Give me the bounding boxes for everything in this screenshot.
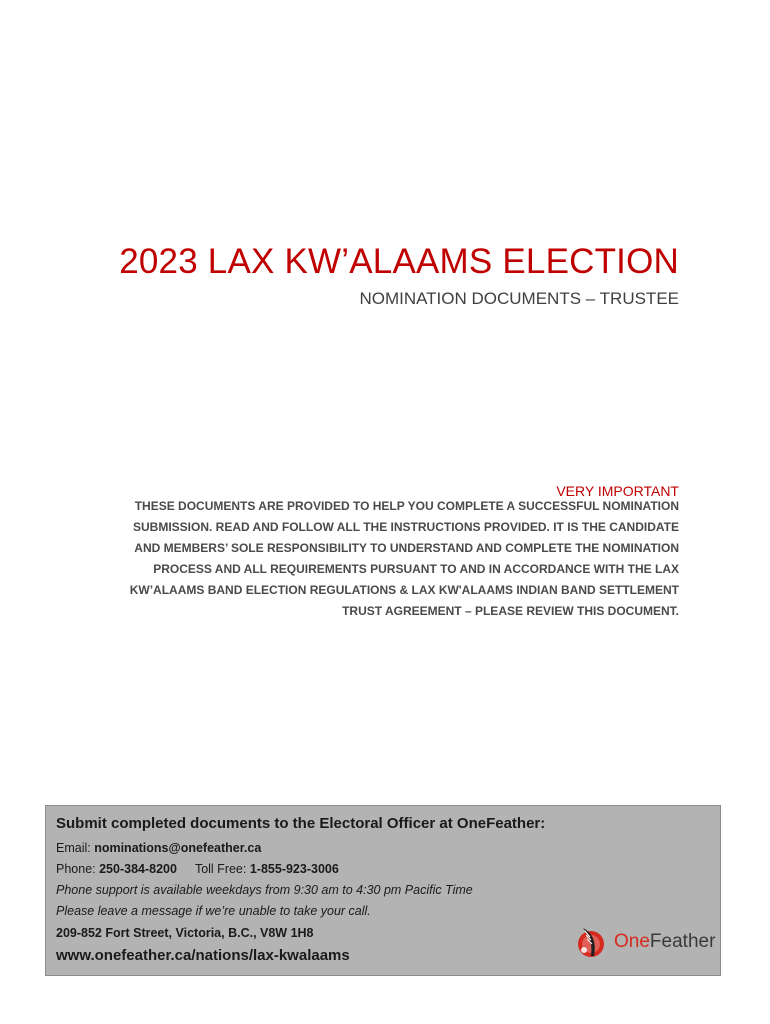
- important-line: TRUST AGREEMENT – PLEASE REVIEW THIS DOCUMENT.: [342, 604, 679, 618]
- email-label: Email:: [56, 841, 95, 855]
- document-subtitle: NOMINATION DOCUMENTS – TRUSTEE: [359, 289, 679, 308]
- important-line: KW’ALAAMS BAND ELECTION REGULATIONS & LAX KW'ALAAMS INDIAN BAND SETTLEMENT: [129, 583, 679, 597]
- submit-info-box: [45, 805, 721, 976]
- important-heading: VERY IMPORTANT: [556, 483, 679, 499]
- important-line: SUBMISSION. READ AND FOLLOW ALL THE INSTRUCTIONS PROVIDED. IT IS THE CANDIDATE: [132, 520, 679, 534]
- important-line: AND MEMBERS’ SOLE RESPONSIBILITY TO UNDERSTAND AND COMPLETE THE NOMINATION: [134, 541, 679, 555]
- support-hours: Phone support is available weekdays from 9:30 am to 4:30 pm Pacific Time: [56, 883, 473, 897]
- phone-number[interactable]: 250-384-8200: [99, 862, 177, 876]
- important-notice: [80, 496, 679, 622]
- onefeather-logo: [574, 925, 714, 959]
- email-line: [56, 841, 261, 855]
- submit-heading: Submit completed documents to the Electoral Officer at OneFeather:: [56, 815, 546, 832]
- important-line: THESE DOCUMENTS ARE PROVIDED TO HELP YOU COMPLETE A SUCCESSFUL NOMINATION: [134, 499, 679, 513]
- email-link[interactable]: nominations@onefeather.ca: [94, 841, 262, 855]
- tollfree-label: Toll Free:: [194, 862, 250, 876]
- document-title: 2023 LAX KW’ALAAMS ELECTION: [119, 242, 679, 281]
- phone-line: [56, 862, 339, 876]
- website-link[interactable]: www.onefeather.ca/nations/lax-kwalaams: [56, 947, 350, 964]
- feather-logo-icon: [574, 925, 608, 959]
- phone-label: Phone:: [56, 862, 100, 876]
- message-note: Please leave a message if we’re unable to take your call.: [56, 904, 371, 918]
- tollfree-number[interactable]: 1-855-923-3006: [249, 862, 339, 876]
- logo-wordmark: OneFeather: [614, 931, 716, 952]
- important-line: PROCESS AND ALL REQUIREMENTS PURSUANT TO AND IN ACCORDANCE WITH THE LAX: [153, 562, 679, 576]
- mailing-address: 209-852 Fort Street, Victoria, B.C., V8W 1H8: [56, 926, 314, 940]
